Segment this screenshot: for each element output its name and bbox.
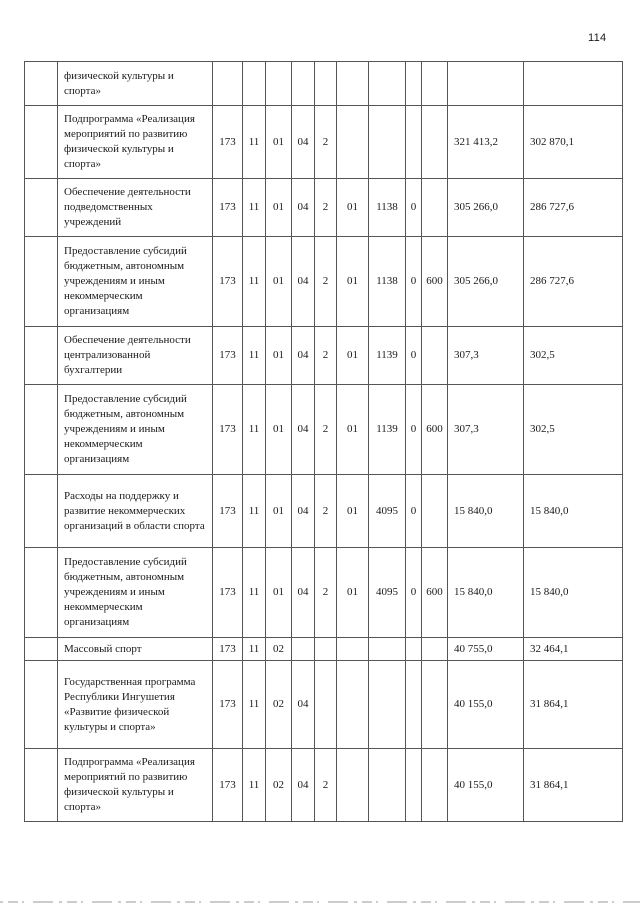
code-cell-c2: 11 — [243, 237, 266, 327]
code-cell-c3: 01 — [266, 106, 292, 179]
code-cell-c2: 11 — [243, 638, 266, 661]
code-cell-c6 — [337, 62, 369, 106]
code-cell-c5 — [315, 638, 337, 661]
table-row — [25, 548, 623, 638]
table-row — [25, 106, 623, 179]
amount-sum2: 302,5 — [524, 385, 623, 475]
code-cell-c2: 11 — [243, 548, 266, 638]
row-name: физической культуры и спорта» — [58, 62, 213, 106]
amount-sum2: 302 870,1 — [524, 106, 623, 179]
row-number-cell — [25, 661, 58, 749]
table-row — [25, 638, 623, 661]
code-cell-c6: 01 — [337, 179, 369, 237]
table-row — [25, 179, 623, 237]
code-cell-c2: 11 — [243, 385, 266, 475]
row-number-cell — [25, 237, 58, 327]
row-name: Подпрограмма «Реализация мероприятий по развитию физической культуры и спорта» — [58, 106, 213, 179]
code-cell-c7: 1139 — [369, 385, 406, 475]
code-cell-c8 — [406, 106, 422, 179]
table-row — [25, 385, 623, 475]
amount-sum2: 302,5 — [524, 327, 623, 385]
code-cell-c1: 173 — [213, 638, 243, 661]
code-cell-c8: 0 — [406, 327, 422, 385]
code-cell-c8 — [406, 661, 422, 749]
code-cell-c9: 600 — [422, 385, 448, 475]
row-number-cell — [25, 548, 58, 638]
amount-sum1 — [448, 62, 524, 106]
code-cell-c4: 04 — [292, 327, 315, 385]
code-cell-c8: 0 — [406, 385, 422, 475]
amount-sum2: 32 464,1 — [524, 638, 623, 661]
table-row — [25, 62, 623, 106]
amount-sum1: 305 266,0 — [448, 237, 524, 327]
code-cell-c9: 600 — [422, 237, 448, 327]
code-cell-c5: 2 — [315, 237, 337, 327]
code-cell-c9 — [422, 661, 448, 749]
code-cell-c9 — [422, 179, 448, 237]
amount-sum2: 286 727,6 — [524, 179, 623, 237]
table-row — [25, 661, 623, 749]
row-number-cell — [25, 327, 58, 385]
code-cell-c3: 01 — [266, 385, 292, 475]
row-name: Государственная программа Республики Ингушетия «Развитие физической культуры и спорта» — [58, 661, 213, 749]
amount-sum2 — [524, 62, 623, 106]
code-cell-c2: 11 — [243, 749, 266, 822]
code-cell-c4: 04 — [292, 749, 315, 822]
code-cell-c9 — [422, 638, 448, 661]
code-cell-c3: 01 — [266, 237, 292, 327]
code-cell-c1: 173 — [213, 548, 243, 638]
amount-sum1: 15 840,0 — [448, 475, 524, 548]
code-cell-c5: 2 — [315, 475, 337, 548]
code-cell-c5: 2 — [315, 548, 337, 638]
code-cell-c6: 01 — [337, 237, 369, 327]
amount-sum2: 286 727,6 — [524, 237, 623, 327]
code-cell-c5: 2 — [315, 327, 337, 385]
code-cell-c7: 1139 — [369, 327, 406, 385]
code-cell-c7 — [369, 661, 406, 749]
row-name: Обеспечение деятельности централизованной бухгалтерии — [58, 327, 213, 385]
code-cell-c3: 02 — [266, 661, 292, 749]
row-name: Предоставление субсидий бюджетным, автономным учреждениям и иным некоммерческим организациям — [58, 548, 213, 638]
code-cell-c3: 01 — [266, 548, 292, 638]
code-cell-c6 — [337, 661, 369, 749]
page-number: 114 — [588, 32, 607, 44]
code-cell-c6 — [337, 106, 369, 179]
code-cell-c3: 01 — [266, 179, 292, 237]
amount-sum2: 31 864,1 — [524, 661, 623, 749]
code-cell-c1 — [213, 62, 243, 106]
code-cell-c9 — [422, 327, 448, 385]
row-name: Массовый спорт — [58, 638, 213, 661]
amount-sum2: 15 840,0 — [524, 475, 623, 548]
code-cell-c4 — [292, 638, 315, 661]
code-cell-c1: 173 — [213, 106, 243, 179]
code-cell-c8: 0 — [406, 179, 422, 237]
code-cell-c4: 04 — [292, 475, 315, 548]
code-cell-c8: 0 — [406, 548, 422, 638]
row-name: Обеспечение деятельности подведомственных учреждений — [58, 179, 213, 237]
code-cell-c1: 173 — [213, 327, 243, 385]
code-cell-c3: 02 — [266, 749, 292, 822]
code-cell-c5: 2 — [315, 106, 337, 179]
code-cell-c5: 2 — [315, 179, 337, 237]
code-cell-c8 — [406, 638, 422, 661]
table-row — [25, 749, 623, 822]
code-cell-c7 — [369, 638, 406, 661]
amount-sum1: 15 840,0 — [448, 548, 524, 638]
code-cell-c2: 11 — [243, 179, 266, 237]
code-cell-c4: 04 — [292, 237, 315, 327]
code-cell-c4: 04 — [292, 106, 315, 179]
amount-sum2: 31 864,1 — [524, 749, 623, 822]
code-cell-c6: 01 — [337, 475, 369, 548]
code-cell-c9 — [422, 475, 448, 548]
scan-edge-marks — [0, 896, 640, 905]
code-cell-c7 — [369, 62, 406, 106]
code-cell-c8: 0 — [406, 475, 422, 548]
row-name: Расходы на поддержку и развитие некоммерческих организаций в области спорта — [58, 475, 213, 548]
code-cell-c2: 11 — [243, 661, 266, 749]
code-cell-c4: 04 — [292, 179, 315, 237]
code-cell-c9: 600 — [422, 548, 448, 638]
table-row — [25, 237, 623, 327]
code-cell-c1: 173 — [213, 179, 243, 237]
code-cell-c9 — [422, 106, 448, 179]
code-cell-c5 — [315, 62, 337, 106]
budget-table — [24, 61, 623, 822]
code-cell-c6: 01 — [337, 385, 369, 475]
code-cell-c7: 1138 — [369, 179, 406, 237]
code-cell-c6: 01 — [337, 548, 369, 638]
code-cell-c8 — [406, 62, 422, 106]
row-number-cell — [25, 62, 58, 106]
row-number-cell — [25, 475, 58, 548]
code-cell-c2: 11 — [243, 106, 266, 179]
amount-sum1: 40 755,0 — [448, 638, 524, 661]
row-number-cell — [25, 179, 58, 237]
code-cell-c3 — [266, 62, 292, 106]
code-cell-c1: 173 — [213, 475, 243, 548]
code-cell-c4: 04 — [292, 661, 315, 749]
code-cell-c4: 04 — [292, 385, 315, 475]
code-cell-c8: 0 — [406, 237, 422, 327]
code-cell-c1: 173 — [213, 237, 243, 327]
code-cell-c2 — [243, 62, 266, 106]
amount-sum1: 307,3 — [448, 385, 524, 475]
code-cell-c5: 2 — [315, 749, 337, 822]
code-cell-c8 — [406, 749, 422, 822]
table-row — [25, 475, 623, 548]
amount-sum1: 40 155,0 — [448, 661, 524, 749]
code-cell-c4 — [292, 62, 315, 106]
code-cell-c3: 01 — [266, 327, 292, 385]
row-number-cell — [25, 385, 58, 475]
amount-sum1: 40 155,0 — [448, 749, 524, 822]
code-cell-c6: 01 — [337, 327, 369, 385]
code-cell-c5: 2 — [315, 385, 337, 475]
code-cell-c2: 11 — [243, 327, 266, 385]
code-cell-c7 — [369, 749, 406, 822]
row-number-cell — [25, 106, 58, 179]
code-cell-c2: 11 — [243, 475, 266, 548]
amount-sum1: 305 266,0 — [448, 179, 524, 237]
code-cell-c4: 04 — [292, 548, 315, 638]
row-name: Предоставление субсидий бюджетным, автономным учреждениям и иным некоммерческим организациям — [58, 237, 213, 327]
amount-sum1: 307,3 — [448, 327, 524, 385]
table-row — [25, 327, 623, 385]
code-cell-c5 — [315, 661, 337, 749]
code-cell-c9 — [422, 62, 448, 106]
row-number-cell — [25, 749, 58, 822]
row-name: Подпрограмма «Реализация мероприятий по развитию физической культуры и спорта» — [58, 749, 213, 822]
code-cell-c6 — [337, 638, 369, 661]
code-cell-c7 — [369, 106, 406, 179]
code-cell-c7: 4095 — [369, 475, 406, 548]
row-name: Предоставление субсидий бюджетным, автономным учреждениям и иным некоммерческим организациям — [58, 385, 213, 475]
code-cell-c7: 1138 — [369, 237, 406, 327]
code-cell-c1: 173 — [213, 749, 243, 822]
code-cell-c3: 02 — [266, 638, 292, 661]
row-number-cell — [25, 638, 58, 661]
code-cell-c1: 173 — [213, 661, 243, 749]
amount-sum1: 321 413,2 — [448, 106, 524, 179]
code-cell-c6 — [337, 749, 369, 822]
code-cell-c3: 01 — [266, 475, 292, 548]
code-cell-c1: 173 — [213, 385, 243, 475]
amount-sum2: 15 840,0 — [524, 548, 623, 638]
code-cell-c7: 4095 — [369, 548, 406, 638]
code-cell-c9 — [422, 749, 448, 822]
